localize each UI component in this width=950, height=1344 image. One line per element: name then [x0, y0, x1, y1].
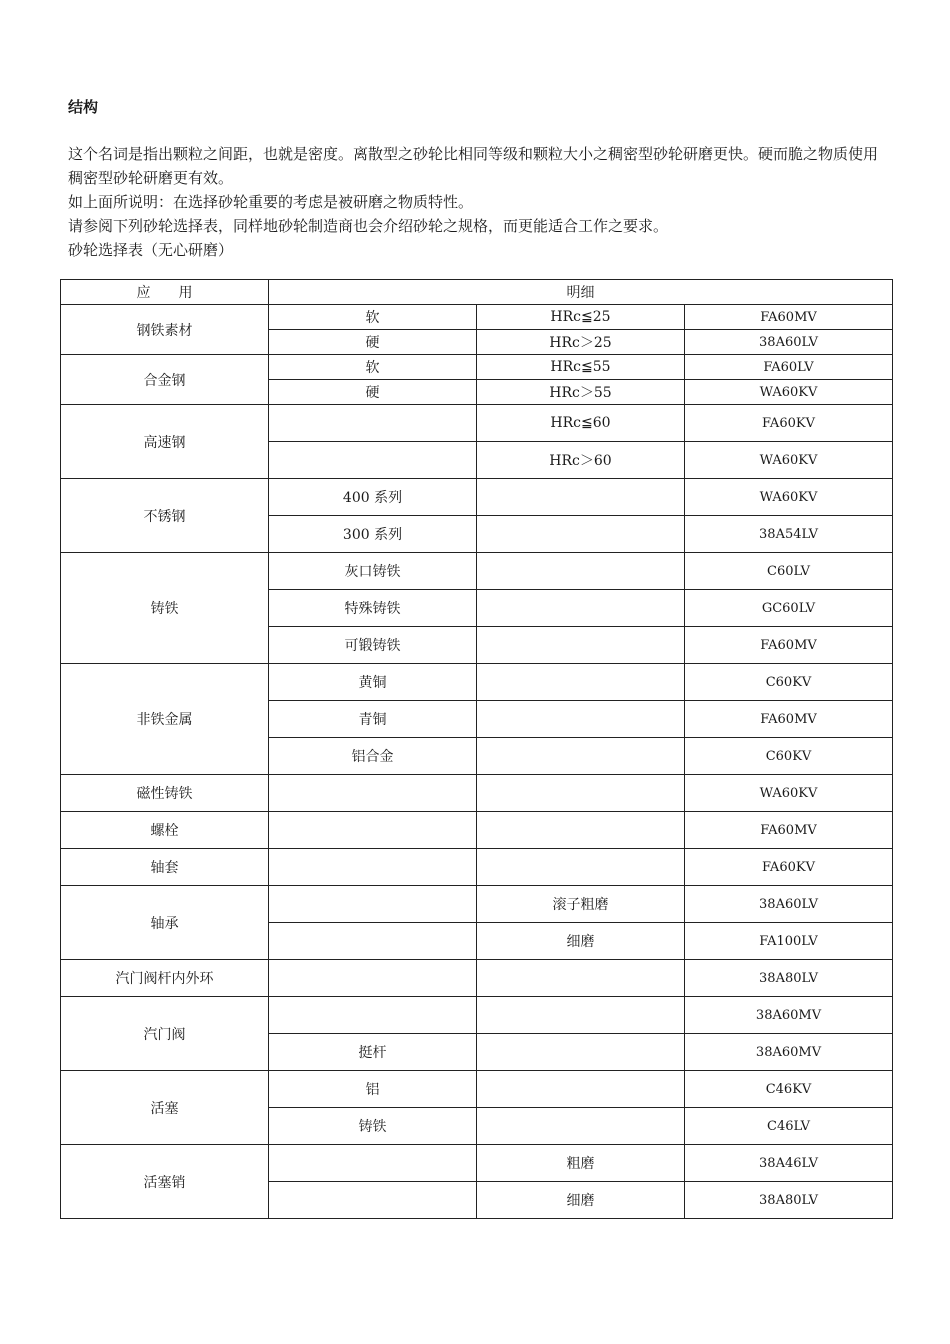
table-row: [61, 553, 893, 590]
material-condition-cell: [269, 923, 477, 960]
wheel-spec-cell: 38A60MV: [685, 1034, 893, 1071]
application-cell: 高速钢: [61, 405, 269, 479]
wheel-spec-cell: FA60KV: [685, 405, 893, 442]
wheel-spec-cell: C60KV: [685, 738, 893, 775]
wheel-spec-cell: GC60LV: [685, 590, 893, 627]
hardness-process-cell: [477, 701, 685, 738]
hardness-process-cell: [477, 479, 685, 516]
material-condition-cell: [269, 960, 477, 997]
wheel-spec-cell: WA60KV: [685, 775, 893, 812]
hardness-process-cell: [477, 738, 685, 775]
wheel-spec-cell: FA60KV: [685, 849, 893, 886]
application-cell: 汽门阀: [61, 997, 269, 1071]
table-row: [61, 664, 893, 701]
hardness-process-cell: [477, 1034, 685, 1071]
application-cell: 非铁金属: [61, 664, 269, 775]
table-row: [61, 305, 893, 330]
wheel-spec-cell: FA60MV: [685, 305, 893, 330]
wheel-spec-cell: 38A60MV: [685, 997, 893, 1034]
application-cell: 螺栓: [61, 812, 269, 849]
wheel-spec-cell: 38A54LV: [685, 516, 893, 553]
material-condition-cell: [269, 997, 477, 1034]
application-cell: 铸铁: [61, 553, 269, 664]
application-cell: 钢铁素材: [61, 305, 269, 355]
hardness-process-cell: [477, 516, 685, 553]
wheel-spec-cell: FA60LV: [685, 355, 893, 380]
application-cell: 合金钢: [61, 355, 269, 405]
material-condition-cell: 挺杆: [269, 1034, 477, 1071]
hardness-process-cell: 粗磨: [477, 1145, 685, 1182]
table-row: [61, 997, 893, 1034]
hardness-process-cell: HRc≦60: [477, 405, 685, 442]
material-condition-cell: [269, 775, 477, 812]
table-row: [61, 1145, 893, 1182]
material-condition-cell: 铝合金: [269, 738, 477, 775]
material-condition-cell: [269, 886, 477, 923]
table-caption: 砂轮选择表（无心研磨）: [68, 241, 234, 259]
wheel-spec-cell: 38A80LV: [685, 960, 893, 997]
section-heading: 结构: [68, 98, 99, 116]
material-condition-cell: 铝: [269, 1071, 477, 1108]
hardness-process-cell: HRc≦25: [477, 305, 685, 330]
hardness-process-cell: [477, 590, 685, 627]
material-condition-cell: [269, 1182, 477, 1219]
wheel-spec-cell: C46LV: [685, 1108, 893, 1145]
material-condition-cell: [269, 442, 477, 479]
table-row: [61, 355, 893, 380]
wheel-spec-cell: FA100LV: [685, 923, 893, 960]
material-condition-cell: 软: [269, 355, 477, 380]
application-cell: 磁性铸铁: [61, 775, 269, 812]
hardness-process-cell: HRc＞25: [477, 330, 685, 355]
table-row: [61, 479, 893, 516]
hardness-process-cell: HRc＞60: [477, 442, 685, 479]
material-condition-cell: 铸铁: [269, 1108, 477, 1145]
paragraph-consideration: 如上面所说明：在选择砂轮重要的考虑是被研磨之物质特性。: [68, 193, 474, 211]
table-row: [61, 405, 893, 442]
material-condition-cell: 特殊铸铁: [269, 590, 477, 627]
wheel-spec-cell: WA60KV: [685, 442, 893, 479]
wheel-spec-cell: FA60MV: [685, 812, 893, 849]
application-cell: 轴套: [61, 849, 269, 886]
material-condition-cell: [269, 849, 477, 886]
hardness-process-cell: [477, 812, 685, 849]
wheel-spec-cell: C46KV: [685, 1071, 893, 1108]
hardness-process-cell: HRc＞55: [477, 380, 685, 405]
hardness-process-cell: [477, 664, 685, 701]
wheel-spec-cell: C60KV: [685, 664, 893, 701]
hardness-process-cell: [477, 1071, 685, 1108]
table-row: [61, 775, 893, 812]
material-condition-cell: 300 系列: [269, 516, 477, 553]
material-condition-cell: [269, 1145, 477, 1182]
application-cell: 活塞: [61, 1071, 269, 1145]
table-row: [61, 960, 893, 997]
material-condition-cell: 灰口铸铁: [269, 553, 477, 590]
hardness-process-cell: 细磨: [477, 923, 685, 960]
hardness-process-cell: [477, 849, 685, 886]
material-condition-cell: 硬: [269, 380, 477, 405]
wheel-selection-table: [60, 279, 893, 1219]
table-row: [61, 1071, 893, 1108]
hardness-process-cell: [477, 1108, 685, 1145]
material-condition-cell: [269, 812, 477, 849]
table-row: [61, 812, 893, 849]
material-condition-cell: 硬: [269, 330, 477, 355]
header-detail: 明细: [269, 280, 893, 305]
wheel-spec-cell: 38A46LV: [685, 1145, 893, 1182]
hardness-process-cell: [477, 627, 685, 664]
wheel-spec-cell: FA60MV: [685, 701, 893, 738]
material-condition-cell: 软: [269, 305, 477, 330]
paragraph-reference: 请参阅下列砂轮选择表，同样地砂轮制造商也会介绍砂轮之规格，而更能适合工作之要求。: [68, 217, 669, 235]
table-row: [61, 849, 893, 886]
material-condition-cell: [269, 405, 477, 442]
application-cell: 轴承: [61, 886, 269, 960]
application-cell: 汽门阀杆内外环: [61, 960, 269, 997]
paragraph-structure: 这个名词是指出颗粒之间距，也就是密度。离散型之砂轮比相同等级和颗粒大小之稠密型砂轮研磨更快。硬而脆之物质使用稠密型砂轮研磨更有效。: [68, 145, 879, 187]
table-header-row: [61, 280, 893, 305]
header-application: 应 用: [61, 280, 269, 305]
application-cell: 活塞销: [61, 1145, 269, 1219]
hardness-process-cell: [477, 997, 685, 1034]
hardness-process-cell: 细磨: [477, 1182, 685, 1219]
material-condition-cell: 可锻铸铁: [269, 627, 477, 664]
hardness-process-cell: 滚子粗磨: [477, 886, 685, 923]
material-condition-cell: 400 系列: [269, 479, 477, 516]
wheel-spec-cell: 38A60LV: [685, 886, 893, 923]
hardness-process-cell: [477, 960, 685, 997]
hardness-process-cell: [477, 553, 685, 590]
material-condition-cell: 青铜: [269, 701, 477, 738]
material-condition-cell: 黄铜: [269, 664, 477, 701]
hardness-process-cell: [477, 775, 685, 812]
wheel-spec-cell: 38A60LV: [685, 330, 893, 355]
wheel-spec-cell: FA60MV: [685, 627, 893, 664]
wheel-spec-cell: 38A80LV: [685, 1182, 893, 1219]
wheel-spec-cell: C60LV: [685, 553, 893, 590]
wheel-spec-cell: WA60KV: [685, 479, 893, 516]
application-cell: 不锈钢: [61, 479, 269, 553]
table-row: [61, 886, 893, 923]
hardness-process-cell: HRc≦55: [477, 355, 685, 380]
wheel-spec-cell: WA60KV: [685, 380, 893, 405]
